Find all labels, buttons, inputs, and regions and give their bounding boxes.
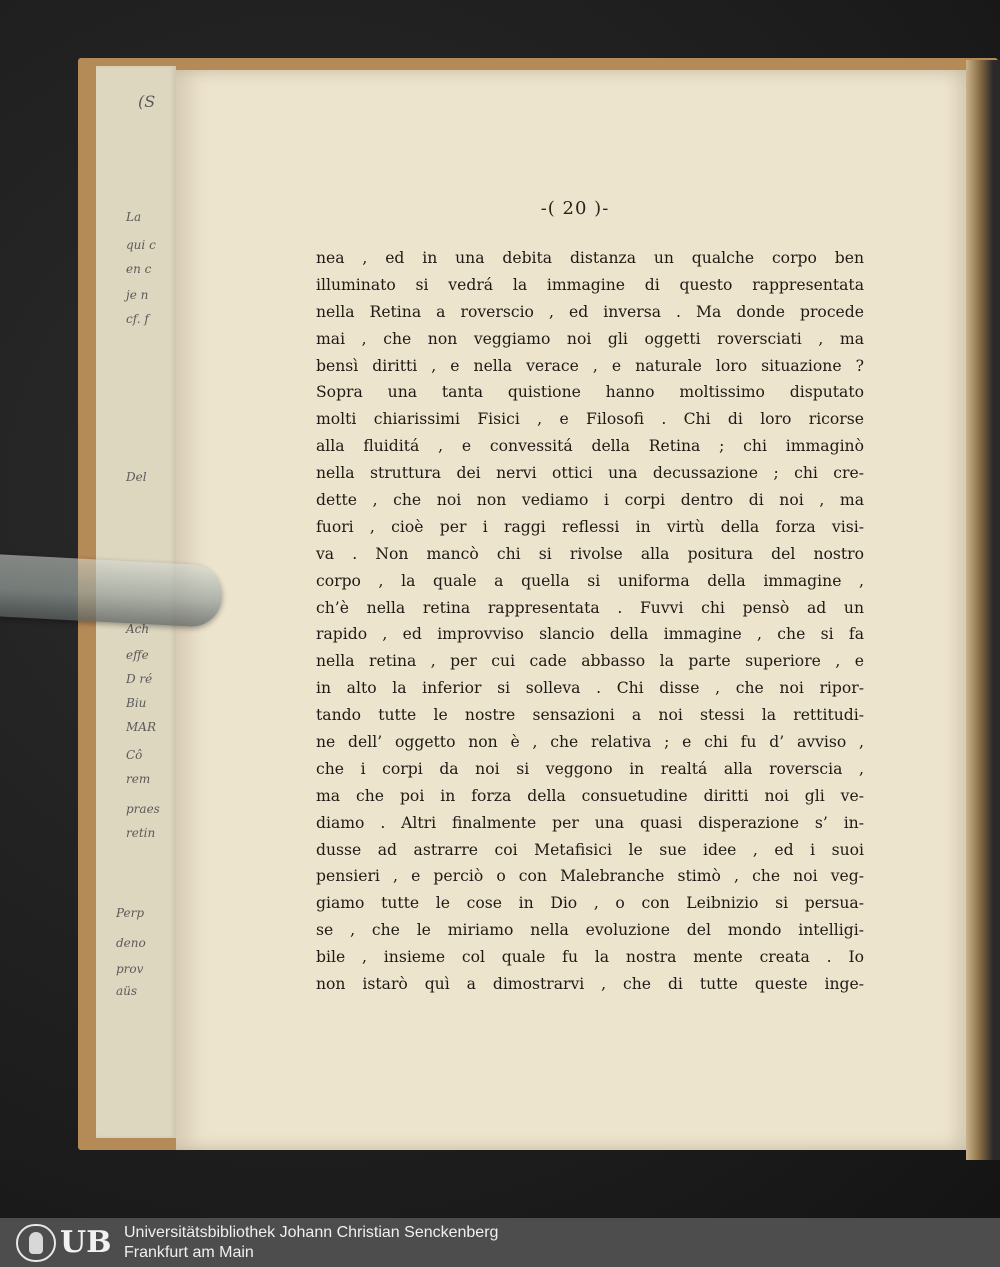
text-line: non istarò quì a dimostrarvi , che di tutte queste inge- [316, 975, 864, 994]
margin-note: praes [126, 802, 160, 816]
margin-note: retin [126, 826, 156, 840]
text-line: diamo . Altri finalmente per una quasi disperazione s’ in- [316, 813, 864, 832]
margin-note: cf. f [126, 312, 149, 326]
text-line: nea , ed in una debita distanza un qualche corpo ben [316, 249, 864, 267]
text-line: ch’è nella retina rappresentata . Fuvvi chi pensò ad un [316, 598, 864, 617]
text-line: pensieri , e perciò o con Malebranche stimò , che noi veg- [316, 867, 864, 886]
margin-note: La [126, 210, 142, 224]
margin-note-top: (S [138, 92, 156, 111]
margin-note: Cô [126, 748, 143, 762]
text-line: nella retina , per cui cade abbasso la parte superiore , e [316, 652, 864, 671]
text-line: se , che le miriamo nella evoluzione del mondo intelligi- [316, 921, 864, 940]
margin-note: je n [126, 288, 149, 302]
page-holder-rod [0, 554, 223, 628]
margin-note: Biu [126, 696, 147, 710]
text-line: dusse ad astrarre coi Metafisici le sue idee , ed i suoi [316, 840, 864, 859]
margin-note: Ach [126, 622, 150, 636]
text-line: dette , che noi non vediamo i corpi dentro di noi , ma [316, 491, 864, 510]
text-line: molti chiarissimi Fisici , e Filosofi . Chi di loro ricorse [316, 410, 864, 429]
library-logo-portrait-icon [16, 1224, 56, 1262]
text-line: ne dell’ oggetto non è , che relativa ; e chi fu d’ avviso , [316, 733, 864, 752]
text-line: mai , che non veggiamo noi gli oggetti roversciati , ma [316, 329, 864, 348]
margin-note: rem [126, 772, 151, 786]
text-line: nella Retina a roverscio , ed inversa . Ma donde procede [316, 302, 864, 321]
page-number: -( 20 )- [540, 198, 610, 219]
text-line: in alto la inferior si solleva . Chi disse , che noi ripor- [316, 679, 864, 698]
text-line: illuminato si vedrá la immagine di questo rappresentata [316, 275, 864, 294]
margin-note: aüs [116, 984, 138, 998]
page-edge-right [966, 60, 1000, 1160]
footer-institution: Universitätsbibliothek Johann Christian Senckenberg [124, 1224, 499, 1241]
text-line: tando tutte le nostre sensazioni a noi stessi la rettitudi- [316, 706, 864, 725]
margin-note: D ré [126, 672, 153, 686]
text-line: fuori , cioè per i raggi reflessi in virtù della forza visi- [316, 517, 864, 536]
footer-location: Frankfurt am Main [124, 1244, 254, 1261]
margin-note: Del [126, 470, 147, 484]
text-line: alla fluiditá , e convessitá della Retina ; chi immaginò [316, 437, 864, 456]
margin-note: prov [116, 962, 144, 976]
margin-note: Perp [116, 906, 145, 920]
page-text [316, 245, 864, 998]
margin-note: effe [126, 648, 149, 662]
library-logo: UB [60, 1225, 112, 1260]
text-line: bile , insieme col quale fu la nostra mente creata . Io [316, 948, 864, 967]
margin-note: MAR [126, 720, 156, 734]
text-line: nella struttura dei nervi ottici una decussazione ; chi cre- [316, 464, 864, 483]
text-line: rapido , ed improvviso slancio della immagine , che si fa [316, 625, 864, 644]
text-line: giamo tutte le cose in Dio , o con Leibnizio si persua- [316, 894, 864, 913]
margin-note: deno [116, 936, 146, 950]
text-line: bensì diritti , e nella verace , e naturale loro situazione ? [316, 356, 864, 375]
text-line: va . Non mancò chi si rivolse alla positura del nostro [316, 544, 864, 563]
text-line: corpo , la quale a quella si uniforma della immagine , [316, 571, 864, 590]
margin-note: qui c [126, 238, 156, 252]
margin-note: en c [126, 262, 152, 276]
text-line: che i corpi da noi si veggono in realtá alla roverscia , [316, 759, 864, 778]
text-line: ma che poi in forza della consuetudine diritti noi gli ve- [316, 786, 864, 805]
text-line: Sopra una tanta quistione hanno moltissimo disputato [316, 383, 864, 402]
